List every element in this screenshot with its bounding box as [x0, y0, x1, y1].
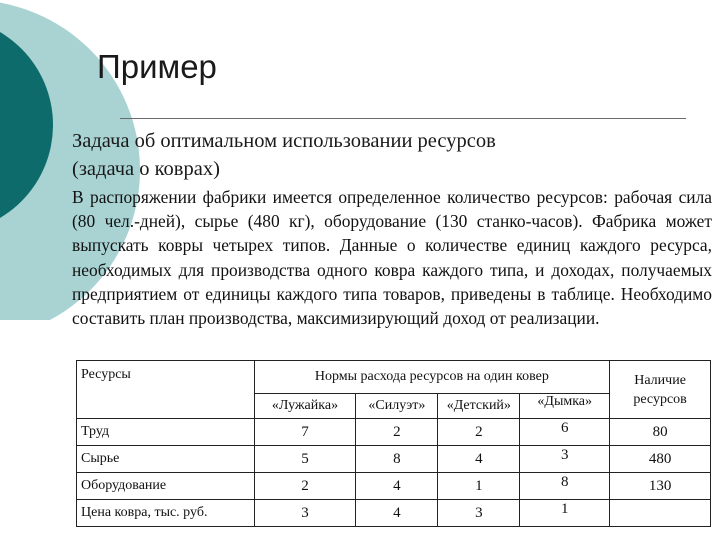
cell-available: 480 — [610, 446, 711, 473]
problem-subtitle — [72, 127, 692, 183]
cell-value: 2 — [254, 473, 356, 500]
subtitle-line-2: (задача о коврах) — [72, 158, 220, 180]
carpet-type-luzhaika: «Лужайка» — [254, 394, 356, 419]
cell-value — [520, 419, 610, 446]
cell-value — [520, 500, 610, 527]
cell-value: 4 — [356, 500, 438, 527]
cell-value: 4 — [356, 473, 438, 500]
cell-available — [610, 500, 711, 527]
cell-value: 8 — [356, 446, 438, 473]
cell-value: 7 — [254, 419, 356, 446]
table-row — [77, 419, 711, 446]
title-divider — [120, 118, 686, 119]
cell-value: 5 — [254, 446, 356, 473]
row-label: Сырье — [77, 446, 255, 473]
row-label: Цена ковра, тыс. руб. — [77, 500, 255, 527]
cell-value-text: 6 — [560, 419, 569, 436]
cell-value — [520, 473, 610, 500]
carpet-type-siluet: «Силуэт» — [356, 394, 438, 419]
cell-value: 4 — [438, 446, 520, 473]
problem-description: В распоряжении фабрики имеется определенное количество ресурсов: рабочая сила (80 чел.-дней), сырье (480 кг), оборудование (130 станко-часов). Фабрика может выпускать ковры четырех типов. Данные о количестве единиц каждого ресурса, необходимых для производства одного ковра каждого типа, и доходах, получаемых предприятием от единицы каждого типа товаров, приведены в таблице. Необходимо составить план производства, максимизирующий доход от реализации. — [72, 187, 712, 329]
table-row — [77, 446, 711, 473]
cell-value: 3 — [254, 500, 356, 527]
carpet-type-detskiy: «Детский» — [438, 394, 520, 419]
cell-available: 130 — [610, 473, 711, 500]
row-label: Оборудование — [77, 473, 255, 500]
header-resources: Ресурсы — [77, 361, 255, 419]
page-title: Пример — [97, 48, 217, 85]
table-header-row — [77, 361, 711, 394]
cell-value — [520, 446, 610, 473]
table-row — [77, 500, 711, 527]
cell-value-text: 1 — [560, 500, 569, 517]
cell-value: 2 — [356, 419, 438, 446]
row-label: Труд — [77, 419, 255, 446]
cell-available: 80 — [610, 419, 711, 446]
cell-value-text: 3 — [560, 446, 569, 463]
cell-value-text: 8 — [560, 473, 569, 490]
carpet-type-dymka-label: «Дымка» — [537, 394, 593, 409]
cell-value: 3 — [438, 500, 520, 527]
table-row — [77, 473, 711, 500]
carpet-type-dymka — [520, 394, 610, 419]
cell-value: 2 — [438, 419, 520, 446]
cell-value: 1 — [438, 473, 520, 500]
header-available: Наличие ресурсов — [610, 361, 711, 419]
subtitle-line-1: Задача об оптимальном использовании ресурсов — [72, 130, 496, 152]
header-norms: Нормы расхода ресурсов на один ковер — [254, 361, 610, 394]
resource-table — [76, 360, 711, 527]
